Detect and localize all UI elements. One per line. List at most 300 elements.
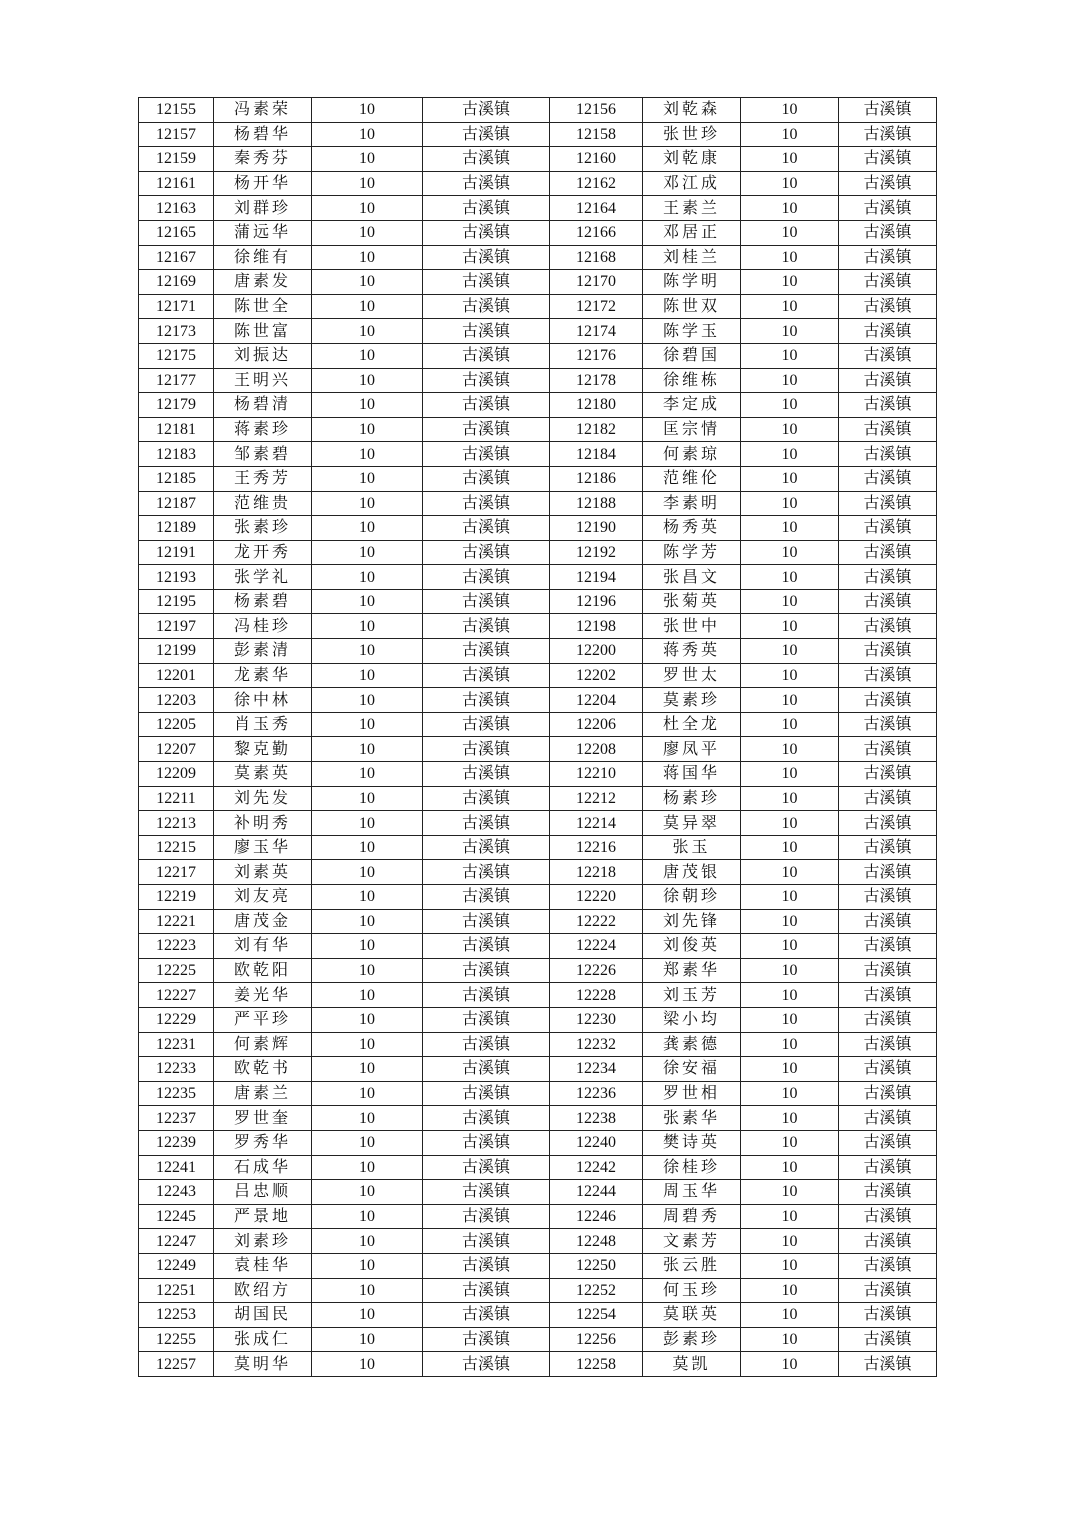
right-id-cell: 12254: [550, 1303, 643, 1328]
left-name-cell: 莫素英: [214, 762, 312, 787]
left-id-cell: 12243: [139, 1180, 214, 1205]
right-id-cell: 12190: [550, 516, 643, 541]
right-town-cell: 古溪镇: [839, 98, 937, 123]
left-id-cell: 12211: [139, 786, 214, 811]
left-name-cell: 唐素发: [214, 270, 312, 295]
table-row: [139, 1253, 937, 1278]
table-row: [139, 737, 937, 762]
table-row: [139, 442, 937, 467]
left-amount-cell: 10: [312, 1032, 423, 1057]
right-amount-cell: 10: [741, 516, 839, 541]
right-name-cell: 龚素德: [643, 1032, 741, 1057]
roster-table: [138, 97, 937, 1377]
right-amount-cell: 10: [741, 1130, 839, 1155]
right-amount-cell: 10: [741, 663, 839, 688]
right-id-cell: 12158: [550, 122, 643, 147]
right-id-cell: 12210: [550, 762, 643, 787]
left-amount-cell: 10: [312, 688, 423, 713]
left-name-cell: 莫明华: [214, 1352, 312, 1377]
left-id-cell: 12205: [139, 712, 214, 737]
left-town-cell: 古溪镇: [423, 983, 550, 1008]
right-name-cell: 何素琼: [643, 442, 741, 467]
table-row: [139, 1327, 937, 1352]
right-town-cell: 古溪镇: [839, 589, 937, 614]
right-amount-cell: 10: [741, 811, 839, 836]
left-town-cell: 古溪镇: [423, 98, 550, 123]
right-amount-cell: 10: [741, 860, 839, 885]
right-town-cell: 古溪镇: [839, 491, 937, 516]
left-amount-cell: 10: [312, 1327, 423, 1352]
left-amount-cell: 10: [312, 147, 423, 172]
right-id-cell: 12208: [550, 737, 643, 762]
left-town-cell: 古溪镇: [423, 1007, 550, 1032]
left-town-cell: 古溪镇: [423, 1278, 550, 1303]
left-id-cell: 12187: [139, 491, 214, 516]
table-row: [139, 958, 937, 983]
table-row: [139, 589, 937, 614]
right-amount-cell: 10: [741, 171, 839, 196]
left-town-cell: 古溪镇: [423, 1229, 550, 1254]
table-row: [139, 762, 937, 787]
right-amount-cell: 10: [741, 417, 839, 442]
left-id-cell: 12179: [139, 393, 214, 418]
right-town-cell: 古溪镇: [839, 712, 937, 737]
right-id-cell: 12162: [550, 171, 643, 196]
right-amount-cell: 10: [741, 1352, 839, 1377]
left-name-cell: 欧乾阳: [214, 958, 312, 983]
left-name-cell: 蒋素珍: [214, 417, 312, 442]
right-town-cell: 古溪镇: [839, 393, 937, 418]
right-town-cell: 古溪镇: [839, 245, 937, 270]
right-id-cell: 12228: [550, 983, 643, 1008]
right-name-cell: 徐维栋: [643, 368, 741, 393]
right-town-cell: 古溪镇: [839, 294, 937, 319]
right-amount-cell: 10: [741, 1106, 839, 1131]
left-town-cell: 古溪镇: [423, 220, 550, 245]
left-town-cell: 古溪镇: [423, 885, 550, 910]
right-name-cell: 杨素珍: [643, 786, 741, 811]
left-town-cell: 古溪镇: [423, 294, 550, 319]
left-amount-cell: 10: [312, 171, 423, 196]
right-amount-cell: 10: [741, 270, 839, 295]
right-amount-cell: 10: [741, 614, 839, 639]
right-name-cell: 邓江成: [643, 171, 741, 196]
right-town-cell: 古溪镇: [839, 122, 937, 147]
right-amount-cell: 10: [741, 835, 839, 860]
right-name-cell: 范维伦: [643, 466, 741, 491]
right-id-cell: 12250: [550, 1253, 643, 1278]
right-name-cell: 张玉: [643, 835, 741, 860]
left-amount-cell: 10: [312, 589, 423, 614]
right-id-cell: 12176: [550, 343, 643, 368]
left-id-cell: 12233: [139, 1057, 214, 1082]
left-amount-cell: 10: [312, 983, 423, 1008]
left-town-cell: 古溪镇: [423, 565, 550, 590]
right-name-cell: 张昌文: [643, 565, 741, 590]
left-id-cell: 12209: [139, 762, 214, 787]
right-name-cell: 何玉珍: [643, 1278, 741, 1303]
right-amount-cell: 10: [741, 466, 839, 491]
left-name-cell: 吕忠顺: [214, 1180, 312, 1205]
left-town-cell: 古溪镇: [423, 786, 550, 811]
left-name-cell: 杨碧华: [214, 122, 312, 147]
left-name-cell: 唐茂金: [214, 909, 312, 934]
left-id-cell: 12203: [139, 688, 214, 713]
left-amount-cell: 10: [312, 1081, 423, 1106]
right-id-cell: 12164: [550, 196, 643, 221]
right-name-cell: 莫素珍: [643, 688, 741, 713]
table-row: [139, 860, 937, 885]
left-amount-cell: 10: [312, 417, 423, 442]
left-name-cell: 石成华: [214, 1155, 312, 1180]
left-town-cell: 古溪镇: [423, 909, 550, 934]
right-id-cell: 12222: [550, 909, 643, 934]
left-id-cell: 12215: [139, 835, 214, 860]
left-town-cell: 古溪镇: [423, 737, 550, 762]
table-row: [139, 98, 937, 123]
right-name-cell: 刘俊英: [643, 934, 741, 959]
left-town-cell: 古溪镇: [423, 540, 550, 565]
left-amount-cell: 10: [312, 1180, 423, 1205]
left-id-cell: 12231: [139, 1032, 214, 1057]
table-row: [139, 147, 937, 172]
right-amount-cell: 10: [741, 1303, 839, 1328]
right-name-cell: 莫凯: [643, 1352, 741, 1377]
table-row: [139, 270, 937, 295]
left-amount-cell: 10: [312, 663, 423, 688]
left-name-cell: 廖玉华: [214, 835, 312, 860]
right-name-cell: 张菊英: [643, 589, 741, 614]
right-id-cell: 12196: [550, 589, 643, 614]
right-town-cell: 古溪镇: [839, 1130, 937, 1155]
table-row: [139, 1007, 937, 1032]
left-name-cell: 严平珍: [214, 1007, 312, 1032]
right-amount-cell: 10: [741, 147, 839, 172]
left-name-cell: 张学礼: [214, 565, 312, 590]
left-id-cell: 12217: [139, 860, 214, 885]
left-name-cell: 肖玉秀: [214, 712, 312, 737]
left-name-cell: 彭素清: [214, 639, 312, 664]
right-town-cell: 古溪镇: [839, 688, 937, 713]
left-amount-cell: 10: [312, 1130, 423, 1155]
right-amount-cell: 10: [741, 737, 839, 762]
right-amount-cell: 10: [741, 688, 839, 713]
left-id-cell: 12201: [139, 663, 214, 688]
table-row: [139, 1155, 937, 1180]
left-name-cell: 陈世富: [214, 319, 312, 344]
left-name-cell: 何素辉: [214, 1032, 312, 1057]
right-id-cell: 12206: [550, 712, 643, 737]
right-id-cell: 12218: [550, 860, 643, 885]
left-town-cell: 古溪镇: [423, 122, 550, 147]
left-name-cell: 秦秀芬: [214, 147, 312, 172]
table-row: [139, 393, 937, 418]
left-name-cell: 冯素荣: [214, 98, 312, 123]
left-id-cell: 12177: [139, 368, 214, 393]
right-amount-cell: 10: [741, 1032, 839, 1057]
table-row: [139, 171, 937, 196]
left-amount-cell: 10: [312, 737, 423, 762]
right-town-cell: 古溪镇: [839, 762, 937, 787]
right-town-cell: 古溪镇: [839, 565, 937, 590]
table-row: [139, 1229, 937, 1254]
right-town-cell: 古溪镇: [839, 516, 937, 541]
left-id-cell: 12219: [139, 885, 214, 910]
left-id-cell: 12255: [139, 1327, 214, 1352]
left-name-cell: 徐维有: [214, 245, 312, 270]
left-amount-cell: 10: [312, 220, 423, 245]
right-name-cell: 徐朝珍: [643, 885, 741, 910]
table-row: [139, 786, 937, 811]
left-amount-cell: 10: [312, 343, 423, 368]
right-id-cell: 12258: [550, 1352, 643, 1377]
left-town-cell: 古溪镇: [423, 860, 550, 885]
left-town-cell: 古溪镇: [423, 1352, 550, 1377]
left-name-cell: 刘群珍: [214, 196, 312, 221]
table-row: [139, 1278, 937, 1303]
table-row: [139, 368, 937, 393]
left-name-cell: 刘先发: [214, 786, 312, 811]
left-id-cell: 12197: [139, 614, 214, 639]
table-row: [139, 294, 937, 319]
right-name-cell: 刘玉芳: [643, 983, 741, 1008]
left-amount-cell: 10: [312, 368, 423, 393]
table-row: [139, 1303, 937, 1328]
right-id-cell: 12186: [550, 466, 643, 491]
left-town-cell: 古溪镇: [423, 1057, 550, 1082]
right-town-cell: 古溪镇: [839, 1278, 937, 1303]
left-town-cell: 古溪镇: [423, 1180, 550, 1205]
left-amount-cell: 10: [312, 122, 423, 147]
right-amount-cell: 10: [741, 762, 839, 787]
right-town-cell: 古溪镇: [839, 1204, 937, 1229]
table-row: [139, 491, 937, 516]
right-name-cell: 文素芳: [643, 1229, 741, 1254]
right-id-cell: 12220: [550, 885, 643, 910]
right-id-cell: 12242: [550, 1155, 643, 1180]
left-id-cell: 12257: [139, 1352, 214, 1377]
right-name-cell: 徐安福: [643, 1057, 741, 1082]
right-amount-cell: 10: [741, 491, 839, 516]
left-town-cell: 古溪镇: [423, 466, 550, 491]
table-row: [139, 220, 937, 245]
right-town-cell: 古溪镇: [839, 343, 937, 368]
right-amount-cell: 10: [741, 442, 839, 467]
left-name-cell: 刘振达: [214, 343, 312, 368]
left-town-cell: 古溪镇: [423, 811, 550, 836]
right-town-cell: 古溪镇: [839, 368, 937, 393]
table-row: [139, 1057, 937, 1082]
right-id-cell: 12212: [550, 786, 643, 811]
left-id-cell: 12175: [139, 343, 214, 368]
left-id-cell: 12165: [139, 220, 214, 245]
right-amount-cell: 10: [741, 1007, 839, 1032]
left-id-cell: 12237: [139, 1106, 214, 1131]
left-town-cell: 古溪镇: [423, 1130, 550, 1155]
left-name-cell: 陈世全: [214, 294, 312, 319]
right-town-cell: 古溪镇: [839, 860, 937, 885]
left-name-cell: 欧绍方: [214, 1278, 312, 1303]
left-town-cell: 古溪镇: [423, 393, 550, 418]
left-town-cell: 古溪镇: [423, 1081, 550, 1106]
roster-table-body: [139, 98, 937, 1377]
left-amount-cell: 10: [312, 516, 423, 541]
left-amount-cell: 10: [312, 491, 423, 516]
right-name-cell: 李定成: [643, 393, 741, 418]
right-id-cell: 12244: [550, 1180, 643, 1205]
table-row: [139, 1180, 937, 1205]
right-amount-cell: 10: [741, 368, 839, 393]
right-id-cell: 12170: [550, 270, 643, 295]
right-town-cell: 古溪镇: [839, 811, 937, 836]
table-row: [139, 811, 937, 836]
left-name-cell: 杨碧清: [214, 393, 312, 418]
left-id-cell: 12169: [139, 270, 214, 295]
right-id-cell: 12246: [550, 1204, 643, 1229]
right-name-cell: 唐茂银: [643, 860, 741, 885]
right-amount-cell: 10: [741, 294, 839, 319]
left-amount-cell: 10: [312, 639, 423, 664]
left-id-cell: 12221: [139, 909, 214, 934]
table-row: [139, 614, 937, 639]
left-name-cell: 姜光华: [214, 983, 312, 1008]
right-amount-cell: 10: [741, 122, 839, 147]
left-name-cell: 冯桂珍: [214, 614, 312, 639]
right-amount-cell: 10: [741, 1155, 839, 1180]
right-name-cell: 陈学明: [643, 270, 741, 295]
left-amount-cell: 10: [312, 1278, 423, 1303]
left-id-cell: 12229: [139, 1007, 214, 1032]
right-town-cell: 古溪镇: [839, 983, 937, 1008]
left-name-cell: 补明秀: [214, 811, 312, 836]
right-amount-cell: 10: [741, 1327, 839, 1352]
left-name-cell: 杨开华: [214, 171, 312, 196]
left-name-cell: 蒲远华: [214, 220, 312, 245]
left-amount-cell: 10: [312, 466, 423, 491]
left-name-cell: 王秀芳: [214, 466, 312, 491]
left-amount-cell: 10: [312, 1155, 423, 1180]
right-town-cell: 古溪镇: [839, 540, 937, 565]
right-amount-cell: 10: [741, 540, 839, 565]
left-id-cell: 12245: [139, 1204, 214, 1229]
left-town-cell: 古溪镇: [423, 368, 550, 393]
left-name-cell: 欧乾书: [214, 1057, 312, 1082]
table-row: [139, 196, 937, 221]
right-amount-cell: 10: [741, 909, 839, 934]
right-name-cell: 彭素珍: [643, 1327, 741, 1352]
right-name-cell: 莫联英: [643, 1303, 741, 1328]
right-town-cell: 古溪镇: [839, 1007, 937, 1032]
left-town-cell: 古溪镇: [423, 663, 550, 688]
right-name-cell: 梁小均: [643, 1007, 741, 1032]
right-name-cell: 周玉华: [643, 1180, 741, 1205]
right-id-cell: 12200: [550, 639, 643, 664]
table-row: [139, 1106, 937, 1131]
right-town-cell: 古溪镇: [839, 1032, 937, 1057]
left-town-cell: 古溪镇: [423, 958, 550, 983]
right-amount-cell: 10: [741, 393, 839, 418]
right-town-cell: 古溪镇: [839, 1180, 937, 1205]
left-id-cell: 12235: [139, 1081, 214, 1106]
left-id-cell: 12225: [139, 958, 214, 983]
table-row: [139, 466, 937, 491]
left-id-cell: 12183: [139, 442, 214, 467]
right-name-cell: 陈学芳: [643, 540, 741, 565]
left-town-cell: 古溪镇: [423, 1106, 550, 1131]
left-town-cell: 古溪镇: [423, 147, 550, 172]
right-name-cell: 张世珍: [643, 122, 741, 147]
right-town-cell: 古溪镇: [839, 270, 937, 295]
right-town-cell: 古溪镇: [839, 442, 937, 467]
right-id-cell: 12180: [550, 393, 643, 418]
right-id-cell: 12214: [550, 811, 643, 836]
right-town-cell: 古溪镇: [839, 1057, 937, 1082]
right-name-cell: 王素兰: [643, 196, 741, 221]
left-id-cell: 12213: [139, 811, 214, 836]
table-row: [139, 540, 937, 565]
left-id-cell: 12247: [139, 1229, 214, 1254]
left-name-cell: 刘有华: [214, 934, 312, 959]
left-id-cell: 12199: [139, 639, 214, 664]
left-name-cell: 罗世奎: [214, 1106, 312, 1131]
left-town-cell: 古溪镇: [423, 1253, 550, 1278]
right-name-cell: 陈世双: [643, 294, 741, 319]
right-id-cell: 12238: [550, 1106, 643, 1131]
table-row: [139, 1130, 937, 1155]
left-id-cell: 12253: [139, 1303, 214, 1328]
right-amount-cell: 10: [741, 565, 839, 590]
right-amount-cell: 10: [741, 98, 839, 123]
left-id-cell: 12161: [139, 171, 214, 196]
left-id-cell: 12241: [139, 1155, 214, 1180]
left-amount-cell: 10: [312, 442, 423, 467]
right-id-cell: 12252: [550, 1278, 643, 1303]
table-row: [139, 245, 937, 270]
right-name-cell: 莫异翠: [643, 811, 741, 836]
right-town-cell: 古溪镇: [839, 737, 937, 762]
right-name-cell: 刘先锋: [643, 909, 741, 934]
right-town-cell: 古溪镇: [839, 909, 937, 934]
table-row: [139, 885, 937, 910]
left-amount-cell: 10: [312, 1253, 423, 1278]
right-id-cell: 12256: [550, 1327, 643, 1352]
right-town-cell: 古溪镇: [839, 1352, 937, 1377]
right-town-cell: 古溪镇: [839, 1155, 937, 1180]
right-amount-cell: 10: [741, 319, 839, 344]
right-amount-cell: 10: [741, 1253, 839, 1278]
table-row: [139, 639, 937, 664]
right-id-cell: 12178: [550, 368, 643, 393]
right-name-cell: 匡宗情: [643, 417, 741, 442]
table-row: [139, 934, 937, 959]
right-id-cell: 12166: [550, 220, 643, 245]
left-id-cell: 12207: [139, 737, 214, 762]
right-id-cell: 12174: [550, 319, 643, 344]
left-id-cell: 12251: [139, 1278, 214, 1303]
right-name-cell: 杜全龙: [643, 712, 741, 737]
right-name-cell: 邓居正: [643, 220, 741, 245]
right-name-cell: 刘乾康: [643, 147, 741, 172]
left-town-cell: 古溪镇: [423, 245, 550, 270]
right-town-cell: 古溪镇: [839, 220, 937, 245]
right-town-cell: 古溪镇: [839, 1081, 937, 1106]
right-id-cell: 12182: [550, 417, 643, 442]
right-amount-cell: 10: [741, 786, 839, 811]
left-amount-cell: 10: [312, 958, 423, 983]
right-amount-cell: 10: [741, 245, 839, 270]
left-id-cell: 12193: [139, 565, 214, 590]
left-town-cell: 古溪镇: [423, 639, 550, 664]
